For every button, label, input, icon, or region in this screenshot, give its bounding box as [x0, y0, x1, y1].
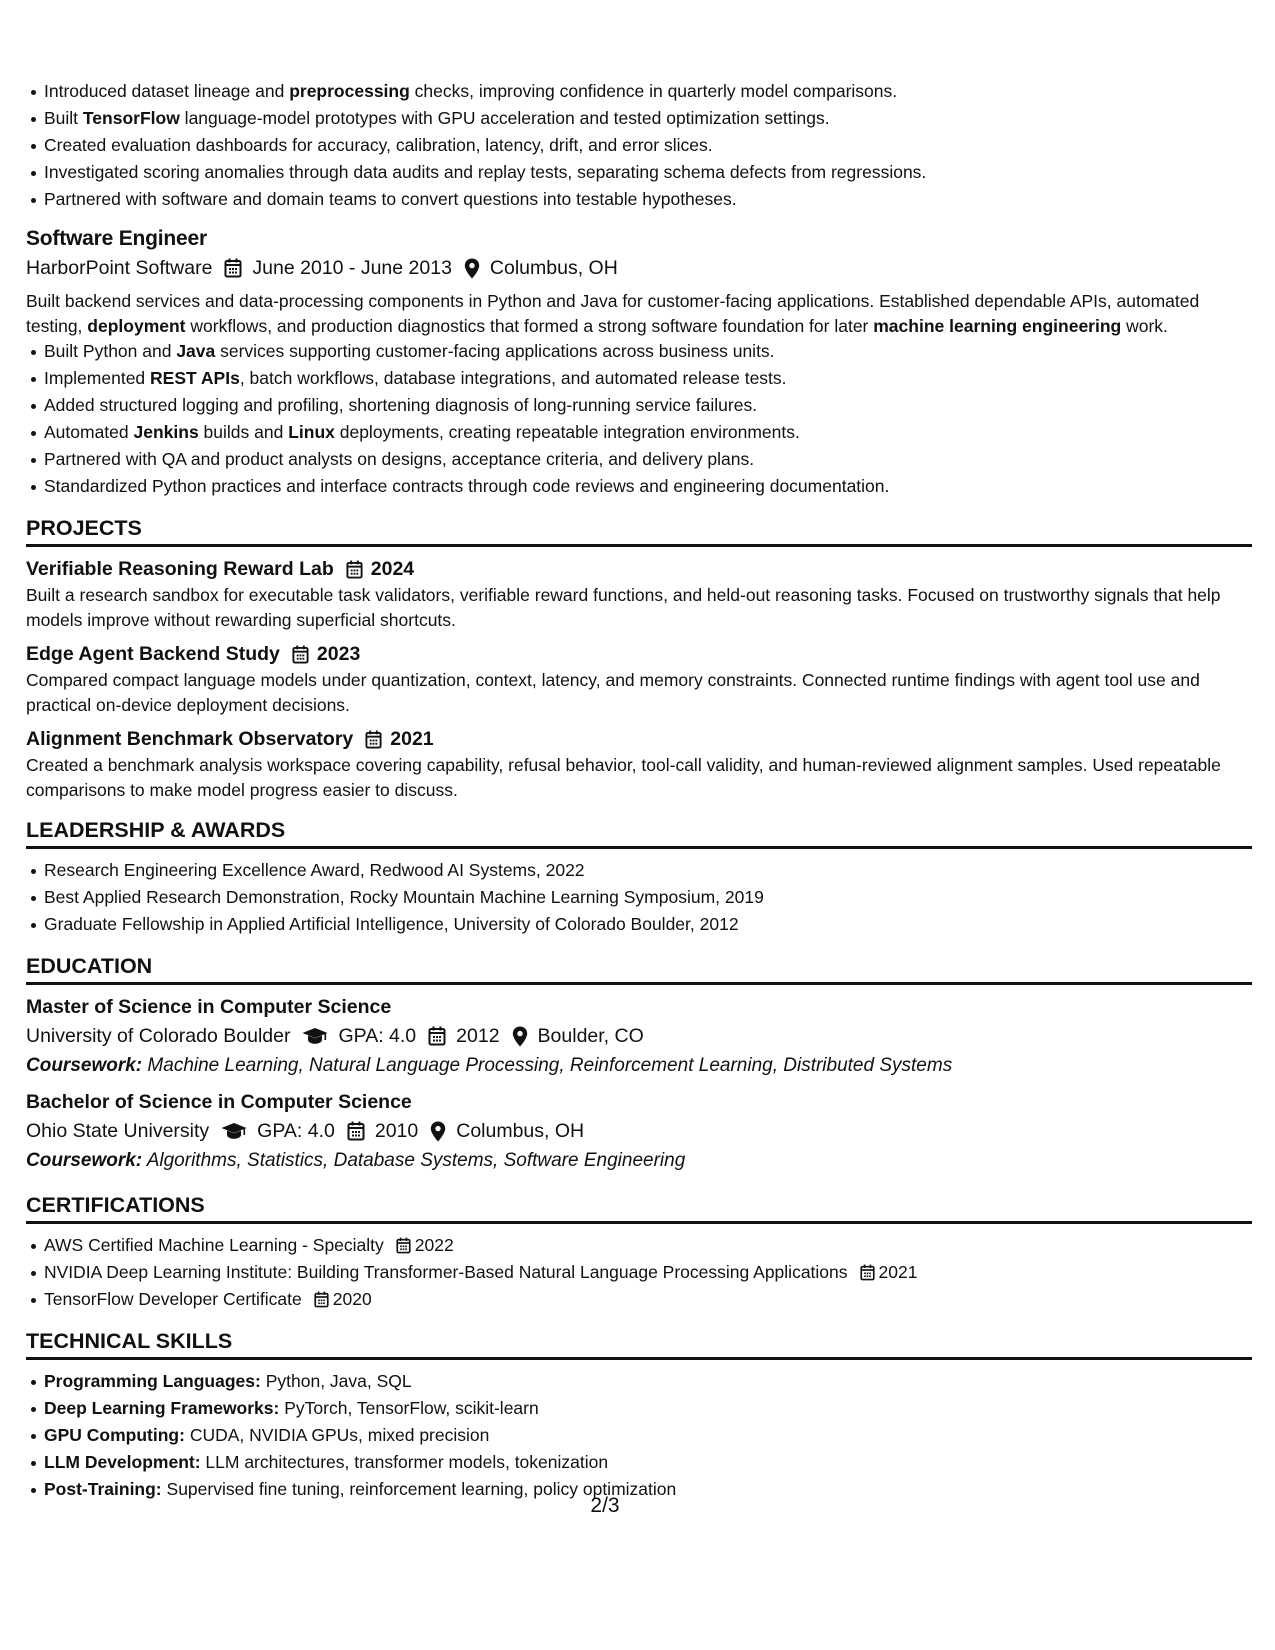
skills-list: [26, 1368, 1252, 1503]
project-title-row: [26, 640, 1252, 668]
list-item: Graduate Fellowship in Applied Artificial Intelligence, University of Colorado Boulder, 2012: [44, 911, 1252, 938]
skill-value: LLM architectures, transformer models, tokenization: [205, 1452, 609, 1472]
map-pin-icon: [430, 1121, 446, 1142]
skill-label: Post-Training:: [44, 1479, 162, 1499]
list-item: Built Python and Java services supporting customer-facing applications across business units.: [44, 338, 1252, 365]
project-item: [26, 555, 1252, 632]
certifications-heading: CERTIFICATIONS: [26, 1191, 1252, 1224]
job-location: Columbus, OH: [489, 257, 618, 279]
page-number: 2/3: [590, 1494, 620, 1517]
list-item: Created evaluation dashboards for accuracy, calibration, latency, drift, and error slices.: [44, 132, 1252, 159]
degree-title: Master of Science in Computer Science: [26, 996, 392, 1018]
calendar-icon: [396, 1237, 411, 1254]
list-item: Standardized Python practices and interface contracts through code reviews and engineering documentation.: [44, 473, 1252, 500]
project-title: Edge Agent Backend Study: [26, 643, 280, 665]
list-item: Partnered with software and domain teams to convert questions into testable hypotheses.: [44, 186, 1252, 213]
list-item: [44, 1286, 1252, 1313]
skill-value: Supervised fine tuning, reinforcement learning, policy optimization: [166, 1479, 677, 1499]
project-title: Verifiable Reasoning Reward Lab: [26, 558, 334, 580]
gpa: GPA: 4.0: [338, 1025, 417, 1047]
skill-label: GPU Computing:: [44, 1425, 185, 1445]
school-location: Boulder, CO: [537, 1025, 644, 1047]
awards-heading: LEADERSHIP & AWARDS: [26, 816, 1252, 849]
graduation-year: 2010: [374, 1120, 419, 1142]
calendar-icon: [292, 645, 309, 664]
list-item: [44, 1259, 1252, 1286]
calendar-icon: [224, 258, 242, 278]
projects-heading: PROJECTS: [26, 514, 1252, 547]
job-bullets: [26, 338, 1252, 500]
certification-name: NVIDIA Deep Learning Institute: Building Transformer-Based Natural Language Processing Applications: [44, 1262, 848, 1282]
project-title-row: [26, 725, 1252, 753]
list-item: [44, 1232, 1252, 1259]
list-item: Implemented REST APIs, batch workflows, database integrations, and automated release tests.: [44, 365, 1252, 392]
graduation-cap-icon: [302, 1027, 328, 1045]
map-pin-icon: [512, 1026, 528, 1047]
gpa: GPA: 4.0: [257, 1120, 335, 1142]
project-title-row: [26, 555, 1252, 583]
coursework: Coursework: Machine Learning, Natural Language Processing, Reinforcement Learning, Distributed Systems: [26, 1055, 953, 1076]
list-item: Added structured logging and profiling, shortening diagnosis of long-running service failures.: [44, 392, 1252, 419]
list-item: [44, 1449, 1252, 1476]
job-title: Software Engineer: [26, 227, 207, 250]
graduation-year: 2012: [456, 1025, 500, 1047]
certification-year: 2021: [878, 1262, 918, 1282]
job-dates: June 2010 - June 2013: [252, 257, 452, 279]
list-item: Automated Jenkins builds and Linux deployments, creating repeatable integration environments.: [44, 419, 1252, 446]
school-name: Ohio State University: [26, 1120, 210, 1142]
job-meta: [26, 253, 1252, 283]
project-description: Created a benchmark analysis workspace covering capability, refusal behavior, tool-call validity, and human-reviewed alignment samples. Used repeatable comparisons to make model progress easier to discuss.: [26, 755, 1221, 800]
school-name: University of Colorado Boulder: [26, 1025, 291, 1047]
list-item: Partnered with QA and product analysts on designs, acceptance criteria, and delivery plans.: [44, 446, 1252, 473]
skills-heading: TECHNICAL SKILLS: [26, 1327, 1252, 1360]
project-year: 2023: [316, 643, 361, 665]
job-summary: Built backend services and data-processing components in Python and Java for customer-facing applications. Established dependable APIs, automated testing, deployment workflows, and production diagnostics that formed a strong software foundation for later machine learning engineering work.: [26, 291, 1200, 336]
calendar-icon: [346, 560, 363, 579]
project-description: Built a research sandbox for executable task validators, verifiable reward functions, and held-out reasoning tasks. Focused on trustworthy signals that help models improve without rewarding superficial shortcuts.: [26, 585, 1221, 630]
list-item: [44, 1368, 1252, 1395]
previous-job-bullets: [26, 78, 1252, 213]
certification-year: 2022: [414, 1235, 454, 1255]
calendar-icon: [860, 1264, 875, 1281]
education-item: [26, 1088, 1252, 1175]
list-item: Best Applied Research Demonstration, Rocky Mountain Machine Learning Symposium, 2019: [44, 884, 1252, 911]
project-year: 2021: [390, 728, 434, 750]
degree-title: Bachelor of Science in Computer Science: [26, 1091, 412, 1113]
project-description: Compared compact language models under quantization, context, latency, and memory constraints. Connected runtime findings with agent tool use and practical on-device deployment decisions.: [26, 670, 1200, 715]
skill-label: Deep Learning Frameworks:: [44, 1398, 280, 1418]
awards-list: [26, 857, 1252, 938]
list-item: [44, 1422, 1252, 1449]
certifications-list: [26, 1232, 1252, 1313]
certification-name: TensorFlow Developer Certificate: [44, 1289, 302, 1309]
school-location: Columbus, OH: [456, 1120, 585, 1142]
list-item: Research Engineering Excellence Award, Redwood AI Systems, 2022: [44, 857, 1252, 884]
calendar-icon: [428, 1026, 446, 1046]
project-item: [26, 725, 1252, 802]
education-heading: EDUCATION: [26, 952, 1252, 985]
list-item: Introduced dataset lineage and preprocessing checks, improving confidence in quarterly model comparisons.: [44, 78, 1252, 105]
map-pin-icon: [464, 258, 480, 279]
skill-label: LLM Development:: [44, 1452, 201, 1472]
calendar-icon: [314, 1291, 329, 1308]
graduation-cap-icon: [221, 1122, 247, 1140]
certification-name: AWS Certified Machine Learning - Specialty: [44, 1235, 384, 1255]
project-title: Alignment Benchmark Observatory: [26, 728, 354, 750]
education-meta: [26, 1021, 1252, 1051]
skill-value: Python, Java, SQL: [265, 1371, 412, 1391]
skill-value: PyTorch, TensorFlow, scikit-learn: [284, 1398, 539, 1418]
company-name: HarborPoint Software: [26, 257, 213, 279]
education-item: [26, 993, 1252, 1080]
coursework: Coursework: Algorithms, Statistics, Database Systems, Software Engineering: [26, 1150, 686, 1171]
list-item: [44, 1395, 1252, 1422]
skill-value: CUDA, NVIDIA GPUs, mixed precision: [189, 1425, 490, 1445]
project-item: [26, 640, 1252, 717]
education-meta: [26, 1116, 1252, 1146]
project-year: 2024: [370, 558, 415, 580]
skill-label: Programming Languages:: [44, 1371, 261, 1391]
certification-year: 2020: [332, 1289, 372, 1309]
list-item: Built TensorFlow language-model prototypes with GPU acceleration and tested optimization settings.: [44, 105, 1252, 132]
resume-page: [26, 78, 1252, 1503]
list-item: Investigated scoring anomalies through data audits and replay tests, separating schema defects from regressions.: [44, 159, 1252, 186]
calendar-icon: [347, 1121, 365, 1141]
calendar-icon: [365, 730, 382, 749]
